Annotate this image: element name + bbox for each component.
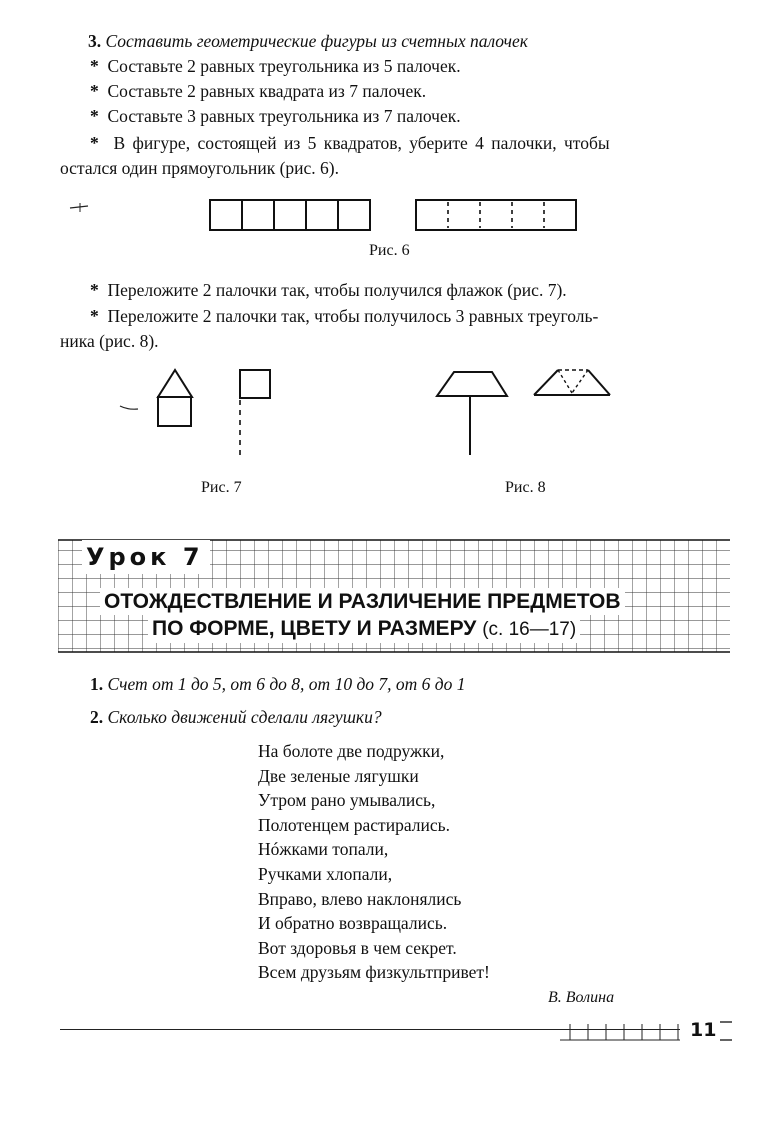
- figure-6-caption: Рис. 6: [369, 242, 410, 259]
- figure-8-caption: Рис. 8: [505, 479, 546, 496]
- task-2: [90, 706, 382, 728]
- poem-line: На болоте две подружки,: [258, 741, 445, 761]
- item-text: Составьте 2 равных треугольника из 5 палочек.: [107, 56, 461, 76]
- bullet: *: [90, 56, 99, 76]
- poem-line: Вправо, влево наклонялись: [258, 888, 462, 909]
- poem-line: Ручками хлопали,: [258, 863, 393, 884]
- list-item: [90, 55, 461, 77]
- task-1-number: 1.: [90, 674, 104, 694]
- item-text: Составьте 2 равных квадрата из 7 палочек.: [107, 81, 427, 101]
- poem-line: Вот здоровья в чем секрет.: [258, 937, 457, 958]
- item-text: В фигуре, состоящей из 5 квадратов, уберите 4 палочки, чтобы: [113, 133, 610, 153]
- list-item: [90, 80, 426, 102]
- item-text-continued: остался один прямоугольник (рис. 6).: [60, 158, 339, 178]
- list-item: [90, 105, 461, 127]
- task-2-number: 2.: [90, 707, 104, 727]
- figure-7-caption: Рис. 7: [201, 479, 242, 496]
- lesson-title-line2: [148, 615, 580, 643]
- item-text: Составьте 3 равных треугольника из 7 палочек.: [107, 106, 461, 126]
- footer-ruler: [560, 1018, 760, 1046]
- figures-7-8: [110, 360, 630, 470]
- item-text-continued: ника (рис. 8).: [60, 331, 159, 351]
- bullet: *: [90, 306, 99, 326]
- poem-line: Нóжками топали,: [258, 839, 389, 860]
- list-item: [90, 132, 610, 154]
- task-2-text: Сколько движений сделали лягушки?: [107, 707, 382, 727]
- lesson-title-line1: ОТОЖДЕСТВЛЕНИЕ И РАЗЛИЧЕНИЕ ПРЕДМЕТОВ: [100, 588, 625, 615]
- bullet: *: [90, 133, 99, 153]
- section3-heading-text: Составить геометрические фигуры из счетных палочек: [105, 31, 528, 51]
- list-item: [90, 279, 567, 301]
- item-text: Переложите 2 палочки так, чтобы получилось 3 равных треуголь-: [107, 306, 599, 326]
- poem-line: Две зеленые лягушки: [258, 765, 419, 786]
- figure-6: [60, 188, 600, 248]
- bullet: *: [90, 106, 99, 126]
- poem-line: Полотенцем растирались.: [258, 814, 450, 835]
- bullet: *: [90, 81, 99, 101]
- item-text: Переложите 2 палочки так, чтобы получился флажок (рис. 7).: [107, 280, 567, 300]
- poem-line: И обратно возвращались.: [258, 913, 448, 934]
- lesson-label: Урок 7: [82, 540, 210, 574]
- poem-line: Утром рано умывались,: [258, 790, 436, 811]
- task-1: [90, 673, 466, 695]
- list-item: [90, 305, 598, 327]
- section3-heading: [88, 30, 528, 52]
- poem-line: Всем друзьям физкультпривет!: [258, 962, 490, 983]
- poem-author: [548, 987, 614, 1009]
- lesson-title-text: ПО ФОРМЕ, ЦВЕТУ И РАЗМЕРУ: [152, 617, 477, 640]
- lesson-pages: (с. 16—17): [482, 619, 577, 640]
- section3-number: 3.: [88, 31, 102, 51]
- bullet: *: [90, 280, 99, 300]
- poem: [258, 739, 490, 985]
- page-number: 11: [690, 1019, 717, 1041]
- poem-author-text: В. Волина: [548, 989, 615, 1006]
- task-1-text: Счет от 1 до 5, от 6 до 8, от 10 до 7, от 6 до 1: [107, 674, 466, 694]
